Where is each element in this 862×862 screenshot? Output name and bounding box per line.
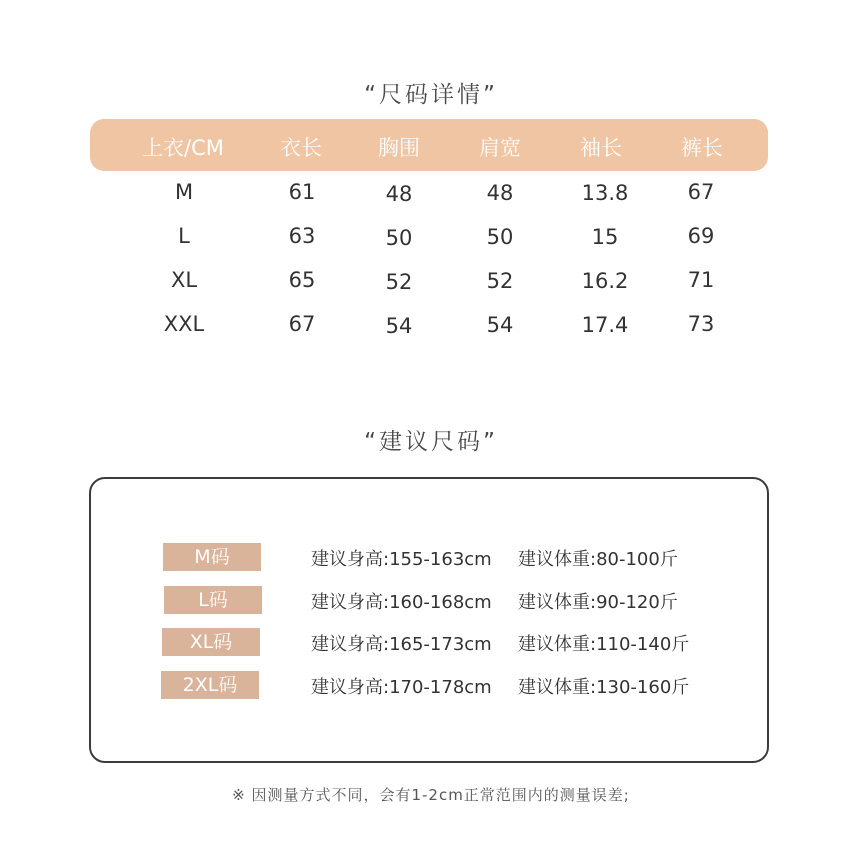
size-badge: XL码 [162, 628, 260, 656]
size-details-title: “尺码详情” [364, 82, 498, 108]
suggested-height: 建议身高:170-178cm [311, 677, 492, 698]
header-cell-length: 衣长 [280, 136, 322, 160]
size-badge: 2XL码 [161, 671, 259, 699]
suggested-height: 建议身高:155-163cm [311, 549, 492, 570]
row-cell-pants: 73 [687, 312, 715, 336]
row-cell-sleeve: 15 [591, 225, 619, 249]
row-cell-length: 63 [288, 224, 316, 248]
row-cell-chest: 52 [385, 270, 413, 294]
header-cell-sleeve: 袖长 [580, 136, 622, 160]
row-cell-shoulder: 52 [486, 269, 514, 293]
row-cell-pants: 69 [687, 224, 715, 248]
header-cell-size: 上衣/CM [142, 136, 224, 160]
size-table [90, 119, 768, 171]
suggest-row [91, 628, 767, 658]
row-cell-chest: 48 [385, 182, 413, 206]
row-cell-size: XL [170, 268, 198, 292]
size-badge: L码 [164, 586, 262, 614]
row-cell-pants: 71 [687, 268, 715, 292]
suggest-row [91, 543, 767, 573]
row-cell-shoulder: 50 [486, 225, 514, 249]
suggested-height: 建议身高:165-173cm [311, 634, 492, 655]
header-cell-pants: 裤长 [681, 136, 723, 160]
size-badge: M码 [163, 543, 261, 571]
row-cell-sleeve: 13.8 [581, 181, 629, 205]
row-cell-sleeve: 16.2 [581, 269, 629, 293]
suggested-height: 建议身高:160-168cm [311, 592, 492, 613]
suggest-row [91, 671, 767, 701]
row-cell-chest: 50 [385, 226, 413, 250]
measurement-footnote: ※ 因测量方式不同，会有1-2cm正常范围内的测量误差; [232, 786, 630, 804]
suggested-weight: 建议体重:110-140斤 [518, 634, 690, 655]
suggested-weight: 建议体重:90-120斤 [518, 592, 678, 613]
suggested-size-box [89, 477, 769, 763]
suggested-weight: 建议体重:80-100斤 [518, 549, 678, 570]
row-cell-size: XXL [163, 312, 205, 336]
header-cell-shoulder: 肩宽 [479, 136, 521, 160]
table-header [90, 119, 768, 171]
suggest-row [91, 586, 767, 616]
row-cell-length: 65 [288, 268, 316, 292]
header-cell-chest: 胸围 [378, 136, 420, 160]
row-cell-length: 61 [288, 180, 316, 204]
row-cell-chest: 54 [385, 314, 413, 338]
row-cell-pants: 67 [687, 180, 715, 204]
row-cell-size: L [178, 224, 190, 248]
row-cell-shoulder: 54 [486, 313, 514, 337]
row-cell-length: 67 [288, 312, 316, 336]
row-cell-size: M [174, 180, 194, 204]
row-cell-sleeve: 17.4 [581, 313, 629, 337]
suggested-size-title: “建议尺码” [364, 429, 498, 455]
row-cell-shoulder: 48 [486, 181, 514, 205]
suggested-weight: 建议体重:130-160斤 [518, 677, 690, 698]
